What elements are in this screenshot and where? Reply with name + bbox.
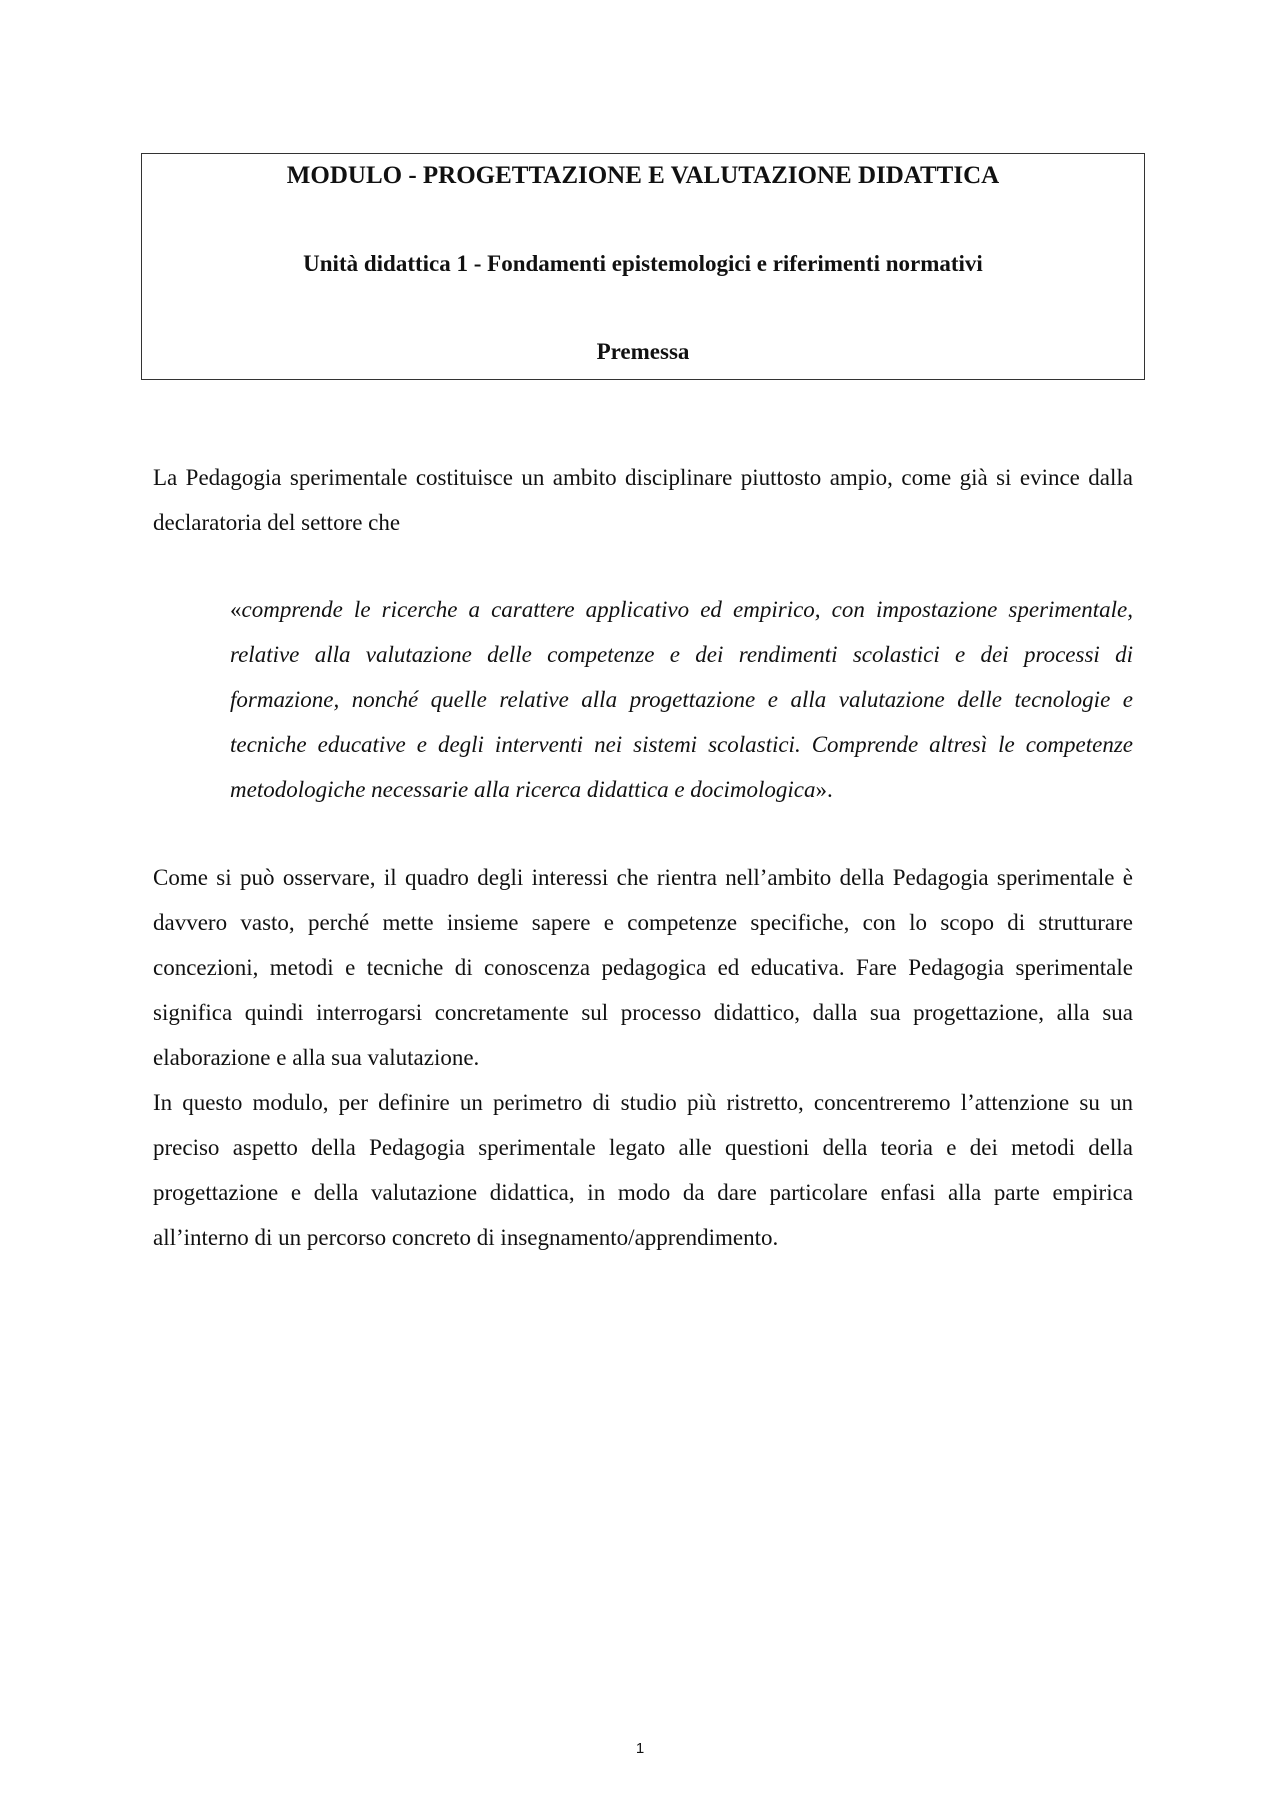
body-paragraph-2: In questo modulo, per definire un perimetro di studio più ristretto, concentreremo l’attenzione su un preciso aspetto della Pedagogia sperimentale legato alle questioni della teoria e dei metodi della progettazione e della valutazione didattica, in modo da dare particolare enfasi alla parte empirica all’interno di un percorso concreto di insegnamento/apprendimento. [153,1090,1133,1250]
module-title: MODULO - PROGETTAZIONE E VALUTAZIONE DIDATTICA [286,162,1000,189]
quote-open-mark: « [230,597,242,622]
page-number: 1 [635,1740,645,1757]
body-text [153,855,1133,1260]
premise-title: Premessa [596,339,690,364]
unit-title: Unità didattica 1 - Fondamenti epistemologici e riferimenti normativi [303,251,983,276]
quote-close-mark: ». [815,777,833,802]
quote-text: comprende le ricerche a carattere applicativo ed empirico, con impostazione sperimentale, relative alla valutazione delle competenze e dei rendimenti scolastici e dei processi di formazione, nonché quelle relative alla progettazione e alla valutazione delle tecnologie e tecniche educative e degli interventi nei sistemi scolastici. Comprende altresì le competenze metodologiche necessarie alla ricerca didattica e docimologica [230,597,1133,802]
quote-paragraph [230,587,1133,812]
body-paragraph-1: Come si può osservare, il quadro degli interessi che rientra nell’ambito della Pedagogia sperimentale è davvero vasto, perché mette insieme sapere e competenze specifiche, con lo scopo di strutturare concezioni, metodi e tecniche di conoscenza pedagogica ed educativa. Fare Pedagogia sperimentale significa quindi interrogarsi concretamente sul processo didattico, dalla sua progettazione, alla sua elaborazione e alla sua valutazione. [153,865,1133,1070]
title-box [141,153,1145,380]
intro-paragraph: La Pedagogia sperimentale costituisce un ambito disciplinare piuttosto ampio, come già si evince dalla declaratoria del settore che [153,465,1133,535]
